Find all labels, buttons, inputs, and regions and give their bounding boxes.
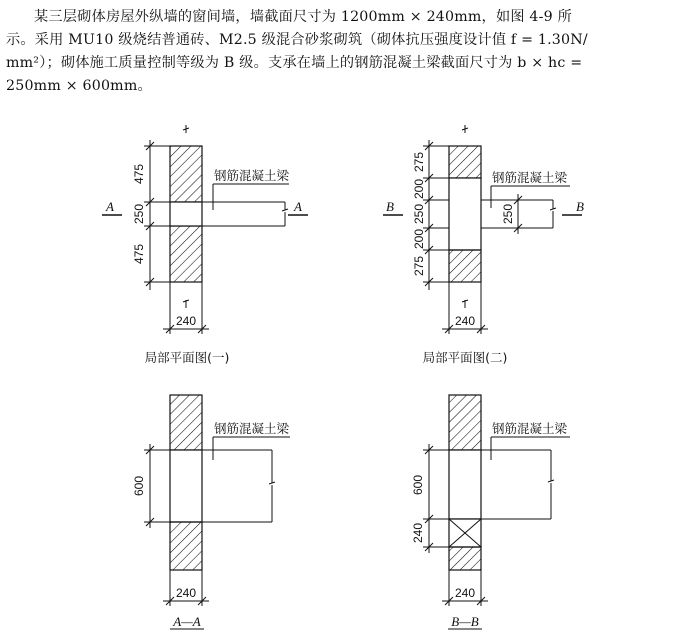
plan2-section-left: B	[386, 199, 394, 214]
section-b-b	[411, 395, 570, 629]
wall-pier-bottom	[170, 226, 202, 282]
wall-pier-top-2	[449, 146, 481, 178]
section-a-a	[132, 395, 290, 629]
beam-label-1: 钢筋混凝土梁	[214, 168, 290, 183]
beam-break-mark	[282, 202, 288, 226]
section-a-caption: A—A	[173, 614, 201, 629]
problem-line-1: 某三层砌体房屋外纵墙的窗间墙，墙截面尺寸为 1200mm × 240mm，如图 4-9 所	[34, 9, 572, 25]
plan1-section-right: A	[294, 199, 302, 214]
wall-pier-bottom-2	[449, 250, 481, 282]
problem-line-3: mm²）；砌体施工质量控制等级为 B 级。支承在墙上的钢筋混凝土梁截面尺寸为 b × hc =	[6, 55, 583, 71]
plan2-section-right: B	[576, 199, 584, 214]
section-b-dim-pad: 240	[411, 522, 425, 544]
plan2-beam-dim: 250	[501, 203, 515, 225]
plan2-dim-1: 275	[412, 151, 426, 173]
beam-label-4: 钢筋混凝土梁	[492, 421, 568, 436]
plan2-dim-3: 250	[412, 203, 426, 225]
plan1-dim-width: 240	[175, 314, 197, 328]
plan1-caption: 局部平面图(一)	[144, 350, 230, 365]
problem-line-2: 示。采用 MU10 级烧结普通砖、M2.5 级混合砂浆砌筑（砌体抗压强度设计值 f = 1.30N/	[6, 32, 588, 48]
plan2-dim-4: 200	[412, 228, 426, 250]
plan2-caption: 局部平面图(二)	[422, 350, 508, 365]
beam-label-3: 钢筋混凝土梁	[214, 421, 290, 436]
problem-line-4: 250mm × 600mm。	[6, 78, 152, 94]
section-a-dim-width: 240	[175, 586, 197, 600]
section-b-dim-width: 240	[454, 586, 476, 600]
plan-1	[102, 125, 308, 365]
plan-2	[383, 125, 584, 365]
beam-label-2: 钢筋混凝土梁	[492, 170, 568, 185]
plan1-dim-1: 475	[132, 163, 146, 185]
plan2-dim-5: 275	[412, 255, 426, 277]
section-b-dim-height: 600	[411, 474, 425, 496]
section-a-dim-height: 600	[132, 475, 146, 497]
plan1-dim-3: 475	[132, 243, 146, 265]
plan2-dim-2: 200	[412, 178, 426, 200]
plan1-dim-2: 250	[132, 203, 146, 225]
plan1-section-left: A	[106, 199, 114, 214]
plan2-dim-width: 240	[454, 314, 476, 328]
section-b-caption: B—B	[451, 614, 479, 629]
wall-pier-top	[170, 146, 202, 202]
